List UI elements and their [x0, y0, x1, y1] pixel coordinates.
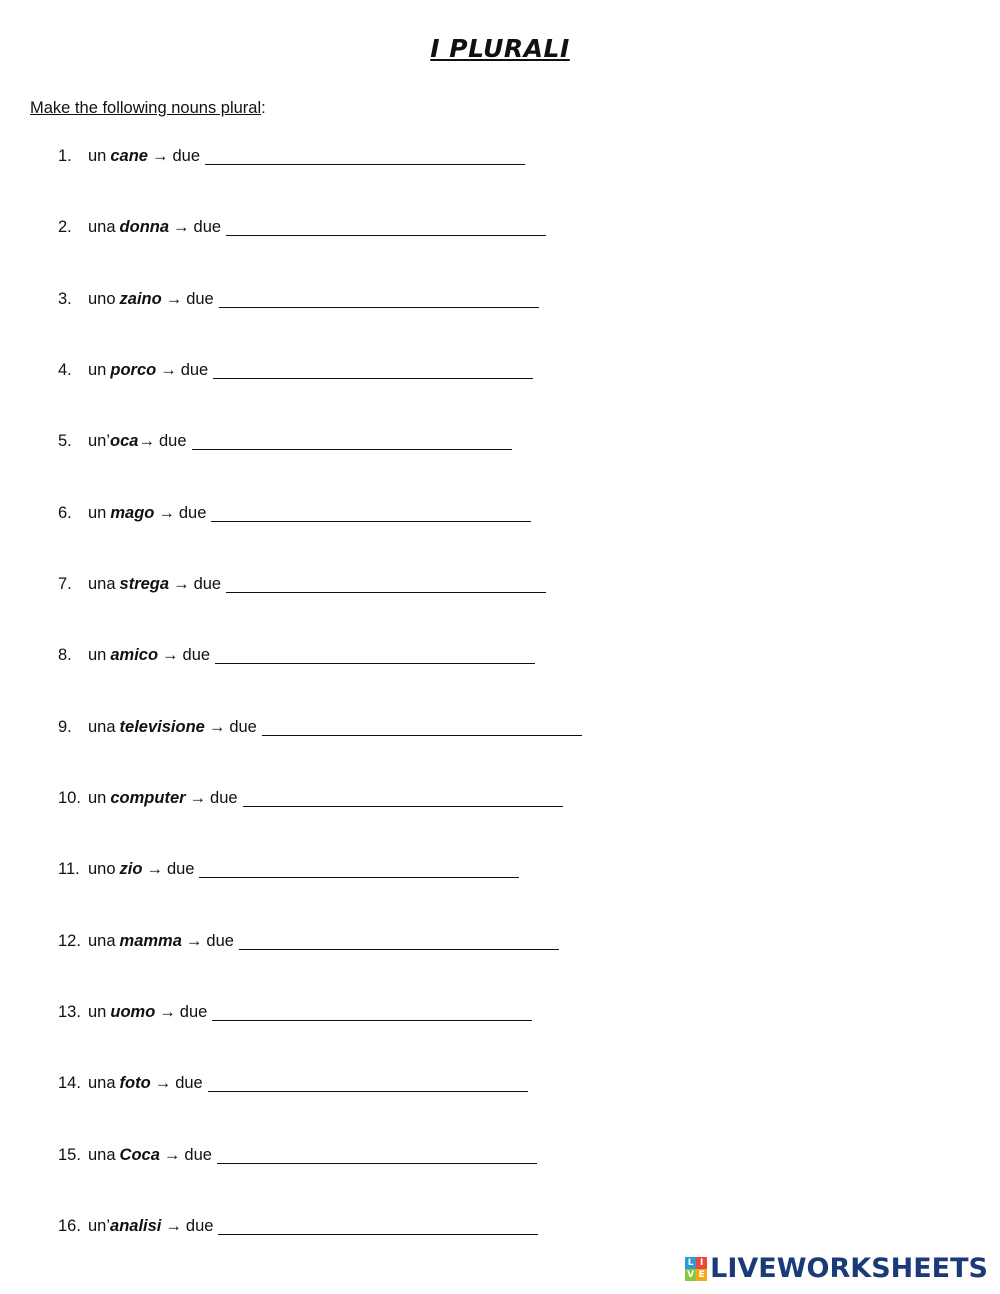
item-number: 3. [58, 289, 72, 308]
item-number: 14. [58, 1074, 81, 1093]
item-due: due [158, 432, 187, 451]
item-article: una [88, 1074, 116, 1093]
answer-blank[interactable] [205, 146, 525, 165]
item-number: 1. [58, 147, 72, 165]
item-article: un [88, 646, 107, 665]
item-due: due [175, 1074, 203, 1093]
item-article: un [88, 503, 107, 522]
arrow-icon: → [185, 931, 203, 950]
item-due: due [180, 360, 209, 379]
answer-blank[interactable] [208, 1073, 528, 1092]
arrow-icon: → [151, 147, 169, 165]
item-due: due [182, 646, 211, 665]
worksheet-title: I PLURALI [430, 34, 570, 63]
item-number: 6. [58, 503, 72, 522]
item-article: uno [88, 289, 116, 308]
answer-blank[interactable] [217, 1145, 537, 1164]
answer-blank[interactable] [226, 574, 546, 593]
item-number: 13. [58, 1002, 81, 1021]
answer-blank[interactable] [215, 645, 535, 664]
item-noun: uomo [110, 1002, 156, 1021]
arrow-icon: → [165, 289, 183, 308]
item-due: due [184, 1145, 212, 1164]
exercise-item [58, 645, 582, 716]
exercise-item [58, 1145, 582, 1216]
item-due: due [185, 1216, 214, 1235]
answer-blank[interactable] [218, 1216, 538, 1235]
exercise-item [58, 1002, 582, 1073]
item-due: due [229, 717, 257, 736]
instruction-text: Make the following nouns plural [30, 99, 262, 117]
item-article: una [88, 1145, 116, 1164]
instruction [30, 99, 266, 118]
badge-letter: L [685, 1257, 696, 1269]
badge-letter: I [696, 1257, 707, 1269]
item-number: 12. [58, 931, 81, 950]
live-badge-icon [685, 1257, 707, 1281]
item-article: un [88, 788, 107, 807]
item-article: un [88, 147, 107, 165]
exercise-item [58, 217, 582, 288]
item-number: 15. [58, 1145, 81, 1164]
answer-blank[interactable] [219, 289, 539, 308]
liveworksheets-logo [685, 1253, 988, 1284]
exercise-item [58, 859, 582, 930]
item-due: due [206, 931, 234, 950]
item-article: una [88, 574, 116, 593]
exercise-item [58, 788, 582, 859]
arrow-icon: → [160, 360, 177, 379]
answer-blank[interactable] [243, 788, 563, 807]
item-noun: zio [119, 860, 143, 879]
exercise-item [58, 431, 582, 502]
exercise-list [58, 146, 582, 1287]
badge-letter: V [685, 1269, 696, 1281]
arrow-icon: → [163, 1145, 181, 1164]
arrow-icon: → [189, 788, 207, 807]
item-due: due [186, 289, 214, 308]
arrow-icon: → [162, 646, 179, 665]
item-noun: strega [119, 574, 170, 593]
exercise-item [58, 717, 582, 788]
item-due: due [193, 218, 222, 237]
item-noun: porco [110, 360, 157, 379]
answer-blank[interactable] [213, 360, 533, 379]
exercise-item [58, 503, 582, 574]
exercise-item [58, 360, 582, 431]
arrow-icon: → [173, 218, 190, 237]
item-article: una [88, 218, 116, 237]
answer-blank[interactable] [211, 503, 531, 522]
arrow-icon: → [138, 432, 155, 451]
answer-blank[interactable] [212, 1002, 532, 1021]
instruction-colon: : [261, 99, 266, 117]
item-number: 2. [58, 218, 72, 237]
answer-blank[interactable] [192, 431, 512, 450]
exercise-item [58, 1073, 582, 1144]
arrow-icon: → [158, 503, 175, 522]
answer-blank[interactable] [199, 859, 519, 878]
item-number: 11. [58, 860, 80, 879]
item-noun: foto [119, 1074, 151, 1093]
item-article: una [88, 931, 116, 950]
exercise-item [58, 1216, 582, 1287]
item-article: un’ [88, 1216, 111, 1235]
item-noun: cane [110, 147, 148, 165]
item-noun: mago [110, 503, 155, 522]
item-noun: amico [110, 646, 159, 665]
item-number: 9. [58, 717, 72, 736]
arrow-icon: → [154, 1074, 172, 1093]
item-noun: computer [110, 788, 186, 807]
item-article: una [88, 717, 116, 736]
item-noun: mamma [119, 931, 182, 950]
answer-blank[interactable] [239, 931, 559, 950]
item-number: 8. [58, 646, 72, 665]
exercise-item [58, 931, 582, 1002]
item-number: 7. [58, 574, 72, 593]
item-noun: Coca [119, 1145, 160, 1164]
item-noun: analisi [110, 1216, 162, 1235]
item-due: due [166, 860, 195, 879]
item-article: uno [88, 860, 116, 879]
item-number: 16. [58, 1216, 81, 1235]
item-due: due [178, 503, 207, 522]
item-noun: zaino [119, 289, 162, 308]
item-number: 4. [58, 360, 72, 379]
item-due: due [179, 1002, 208, 1021]
logo-text: LIVEWORKSHEETS [710, 1253, 988, 1284]
arrow-icon: → [146, 860, 163, 879]
item-number: 10. [58, 788, 81, 807]
item-article: un’ [88, 432, 111, 451]
item-due: due [210, 788, 238, 807]
item-noun: donna [119, 218, 170, 237]
answer-blank[interactable] [262, 717, 582, 736]
item-due: due [193, 574, 222, 593]
exercise-item [58, 574, 582, 645]
item-number: 5. [58, 432, 72, 451]
item-article: un [88, 1002, 107, 1021]
item-article: un [88, 360, 107, 379]
item-due: due [172, 147, 200, 165]
item-noun: televisione [119, 717, 205, 736]
exercise-item [58, 289, 582, 360]
answer-blank[interactable] [226, 217, 546, 236]
arrow-icon: → [165, 1216, 182, 1235]
arrow-icon: → [173, 574, 190, 593]
badge-letter: E [696, 1269, 707, 1281]
item-noun: oca [110, 432, 139, 451]
exercise-item [58, 146, 582, 217]
arrow-icon: → [159, 1002, 176, 1021]
arrow-icon: → [208, 717, 226, 736]
